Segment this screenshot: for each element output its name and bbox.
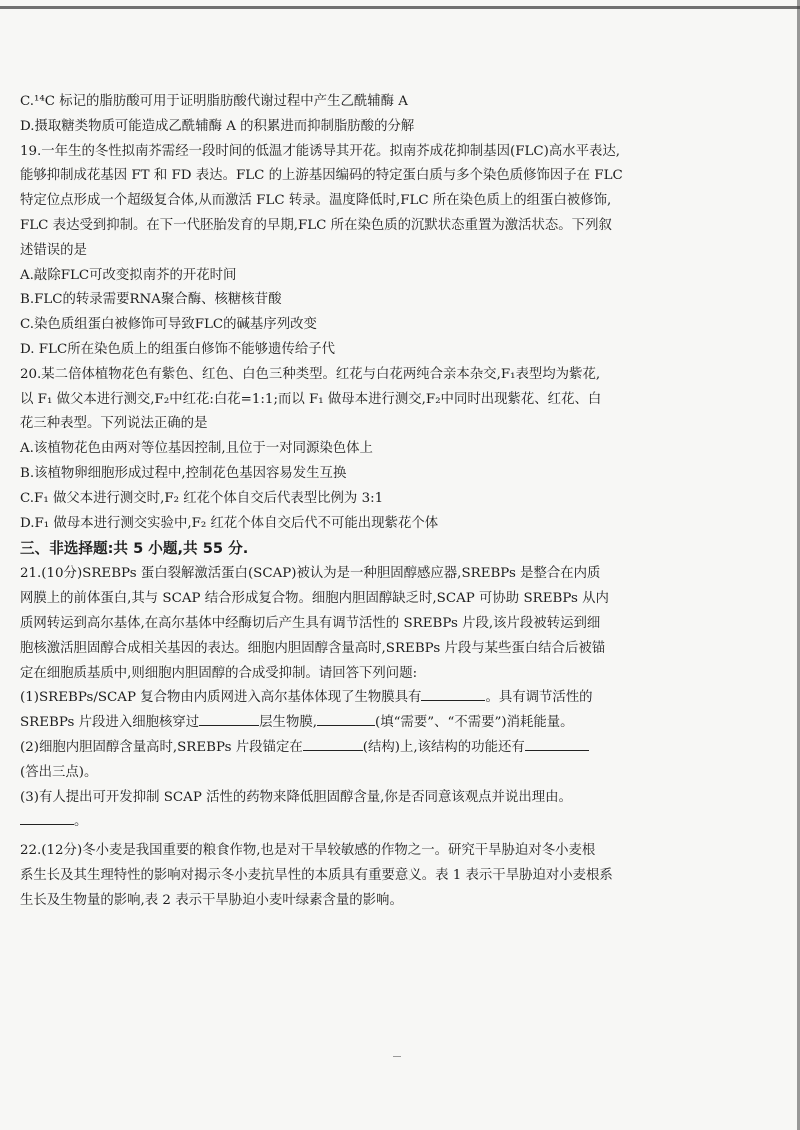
q21-stem-4: 胞核激活胆固醇合成相关基因的表达。细胞内胆固醇含量高时,SREBPs 片段与某些蛋白结合后被锚	[20, 640, 606, 656]
q19-stem-4: FLC 表达受到抑制。在下一代胚胎发育的早期,FLC 所在染色质的沉默状态重置为激活状态。下列叙	[20, 217, 612, 233]
q22-stem-3: 生长及生物量的影响,表 2 表示干旱胁迫小麦叶绿素含量的影响。	[20, 892, 403, 908]
answer-blank[interactable]	[199, 712, 259, 726]
q19-stem-2: 能够抑制成花基因 FT 和 FD 表达。FLC 的上游基因编码的特定蛋白质与多个染色质修饰因子在 FLC	[20, 168, 623, 184]
option-c-q18: C.¹⁴C 标记的脂肪酸可用于证明脂肪酸代谢过程中产生乙酰辅酶 A	[20, 94, 408, 109]
q21-sub3-end: 。	[74, 814, 88, 830]
q21-sub1-text-c: SREBPs 片段进入细胞核穿过	[20, 715, 200, 731]
q20-option-a: A.该植物花色由两对等位基因控制,且位于一对同源染色体上	[20, 441, 373, 457]
q21-sub3-line1: (3)有人提出可开发抑制 SCAP 活性的药物来降低胆固醇含量,你是否同意该观点并说出理由。	[20, 789, 572, 805]
answer-blank[interactable]	[421, 687, 485, 701]
q20-stem-3: 花三种表型。下列说法正确的是	[20, 416, 208, 432]
q19-stem-1: 19.一年生的冬性拟南芥需经一段时间的低温才能诱导其开花。拟南芥成花抑制基因(FLC)高水平表达,	[20, 143, 621, 159]
q19-option-c: C.染色质组蛋白被修饰可导致FLC的碱基序列改变	[20, 317, 317, 333]
q21-stem-5: 定在细胞质基质中,则细胞内胆固醇的合成受抑制。请回答下列问题:	[20, 665, 418, 681]
answer-blank[interactable]	[525, 737, 589, 751]
q20-option-d: D.F₁ 做母本进行测交实验中,F₂ 红花个体自交后代不可能出现紫花个体	[20, 515, 439, 531]
q21-sub1-text-d: 层生物膜,	[259, 715, 317, 731]
q20-stem-2: 以 F₁ 做父本进行测交,F₂中红花:白花=1:1;而以 F₁ 做母本进行测交,F₂中同时出现紫花、红花、白	[20, 391, 602, 407]
scan-speck	[393, 1056, 401, 1057]
q22-stem-2: 系生长及其生理特性的影响对揭示冬小麦抗旱性的本质具有重要意义。表 1 表示干旱胁迫对小麦根系	[20, 867, 613, 883]
q19-option-a: A.敲除FLC可改变拟南芥的开花时间	[20, 267, 237, 283]
q21-sub2-line2: (答出三点)。	[20, 764, 98, 780]
q20-stem-1: 20.某二倍体植物花色有紫色、红色、白色三种类型。红花与白花两纯合亲本杂交,F₁表型均为紫花,	[20, 366, 601, 382]
q21-sub1-line2	[20, 711, 790, 736]
exam-page	[20, 90, 790, 914]
q21-stem-2: 网膜上的前体蛋白,其与 SCAP 结合形成复合物。细胞内胆固醇缺乏时,SCAP 可协助 SREBPs 从内	[20, 591, 609, 607]
q19-stem-3: 特定位点形成一个超级复合体,从而激活 FLC 转录。温度降低时,FLC 所在染色质上的组蛋白被修饰,	[20, 193, 612, 209]
q21-sub1-text-e: (填“需要”、“不需要”)消耗能量。	[375, 715, 574, 731]
q22-stem-1: 22.(12分)冬小麦是我国重要的粮食作物,也是对干旱较敏感的作物之一。研究干旱胁迫对冬小麦根	[20, 843, 596, 859]
q21-sub2-line1	[20, 736, 790, 761]
q21-sub2-text-b: (结构)上,该结构的功能还有	[362, 739, 525, 755]
scan-top-edge	[0, 6, 800, 9]
q20-option-c: C.F₁ 做父本进行测交时,F₂ 红花个体自交后代表型比例为 3:1	[20, 490, 384, 506]
answer-blank[interactable]	[303, 737, 363, 751]
answer-blank[interactable]	[20, 811, 74, 825]
q20-option-b: B.该植物卵细胞形成过程中,控制花色基因容易发生互换	[20, 465, 347, 481]
section-title: 三、非选择题:共 5 小题,共 55 分.	[20, 540, 249, 558]
q21-sub2-text-a: (2)细胞内胆固醇含量高时,SREBPs 片段锚定在	[20, 739, 303, 755]
option-d-q18: D.摄取糖类物质可能造成乙酰辅酶 A 的积累进而抑制脂肪酸的分解	[20, 118, 415, 134]
q21-sub3-line2	[20, 810, 790, 835]
q19-option-d: D. FLC所在染色质上的组蛋白修饰不能够遗传给子代	[20, 341, 336, 357]
q21-stem-3: 质网转运到高尔基体,在高尔基体中经酶切后产生具有调节活性的 SREBPs 片段,该片段被转运到细	[20, 615, 601, 631]
q19-option-b: B.FLC的转录需要RNA聚合酶、核糖核苷酸	[20, 292, 282, 308]
q21-sub1-line1	[20, 686, 790, 711]
answer-blank[interactable]	[317, 712, 375, 726]
q21-sub1-text-a: (1)SREBPs/SCAP 复合物由内质网进入高尔基体体现了生物膜具有	[20, 690, 422, 706]
q19-stem-5: 述错误的是	[20, 242, 87, 258]
q21-stem-1: 21.(10分)SREBPs 蛋白裂解激活蛋白(SCAP)被认为是一种胆固醇感应器,SREBPs 是整合在内质	[20, 566, 601, 582]
q21-sub1-text-b: 。具有调节活性的	[485, 690, 593, 706]
